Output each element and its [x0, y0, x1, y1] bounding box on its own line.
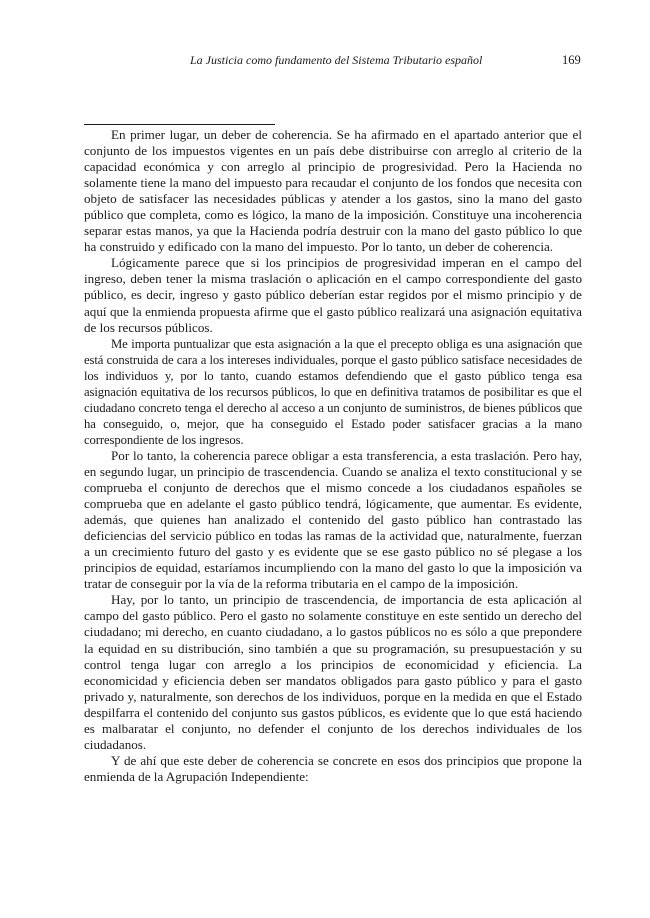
paragraph: Y de ahí que este deber de coherencia se concrete en esos dos principios que propone la enmienda de la Agrupación Independiente:	[84, 752, 582, 784]
body-text	[84, 127, 582, 785]
paragraph: Por lo tanto, la coherencia parece obligar a esta transferencia, a esta traslación. Pero hay, en segundo lugar, un principio de trascendencia. Cuando se analiza el texto constitucional y se comprueba el conjunto de derechos que el mismo concede a los ciudadanos españoles se comprueba que en adelante el gasto público tendrá, lógicamente, que aumentar. Es evidente, además, que quienes han analizado el contenido del gasto público han contrastado las deficiencias del servicio público en todas las ramas de la actividad que, naturalmente, fuerzan a un crecimiento futuro del gasto y es evidente que se ese gasto público no sé plegase a los principios de equidad, estaríamos incumpliendo con la mano del gasto lo que la imposición va tratar de conseguir por la vía de la reforma tributaria en el campo de la imposición.	[84, 447, 582, 592]
paragraph: En primer lugar, un deber de coherencia. Se ha afirmado en el apartado anterior que el conjunto de los impuestos vigentes en un país debe distribuirse con arreglo al criterio de la capacidad económica y con arreglo al principio de progresividad. Pero la Hacienda no solamente tiene la mano del impuesto para recaudar el conjunto de los fondos que necesita con objeto de satisfacer las necesidades públicas y atender a los gastos, sino la mano del gasto público que completa, como es lógico, la mano de la imposición. Constituye una incoherencia separar estas manos, ya que la Hacienda podría destruir con la mano del gasto público lo que ha construido y edificado con la mano del impuesto. Por lo tanto, un deber de coherencia.	[84, 127, 582, 255]
page-number: 169	[562, 53, 581, 67]
footnote-separator-rule	[84, 124, 275, 125]
paragraph: Me importa puntualizar que esta asignación a la que el precepto obliga es una asignación que está construida de cara a los intereses individuales, porque el gasto público satisface necesidades de los individuos y, por lo tanto, cuando estamos defendiendo que el gasto público tenga esa asignación equitativa de los recursos públicos, lo que en definitiva tratamos de posibilitar es que el ciudadano concreto tenga el derecho al acceso a un conjunto de suministros, de bienes públicos que ha conseguido, o, mejor, que ha conseguido el Estado poder satisfacer gracias a la mano correspondiente de los ingresos.	[84, 336, 582, 447]
paragraph: Lógicamente parece que si los principios de progresividad imperan en el campo del ingreso, deben tener la misma traslación o aplicación en el campo correspondiente del gasto público, es decir, ingreso y gasto público deberían estar regidos por el mismo principio y de aquí que la enmienda propuesta afirme que el gasto público realizará una asignación equitativa de los recursos públicos.	[84, 255, 582, 335]
running-head-title: La Justicia como fundamento del Sistema Tributario español	[190, 53, 483, 67]
paragraph: Hay, por lo tanto, un principio de trascendencia, de importancia de esta aplicación al campo del gasto público. Pero el gasto no solamente constituye en este sentido un derecho del ciudadano; mi derecho, en cuanto ciudadano, a lo gastos públicos no es sólo a que prepondere la equidad en su distribución, sino también a que su programación, su presupuestación y su control tenga lugar con arreglo a los principios de economicidad y eficiencia. La economicidad y eficiencia deben ser mandatos obligados para gasto público y para el gasto privado y, naturalmente, son derechos de los individuos, porque en la medida en que el Estado despilfarra el contenido del conjunto sus gastos públicos, es evidente que lo que está haciendo es malbaratar el conjunto, no defender el conjunto de los derechos individuales de los ciudadanos.	[84, 592, 582, 752]
